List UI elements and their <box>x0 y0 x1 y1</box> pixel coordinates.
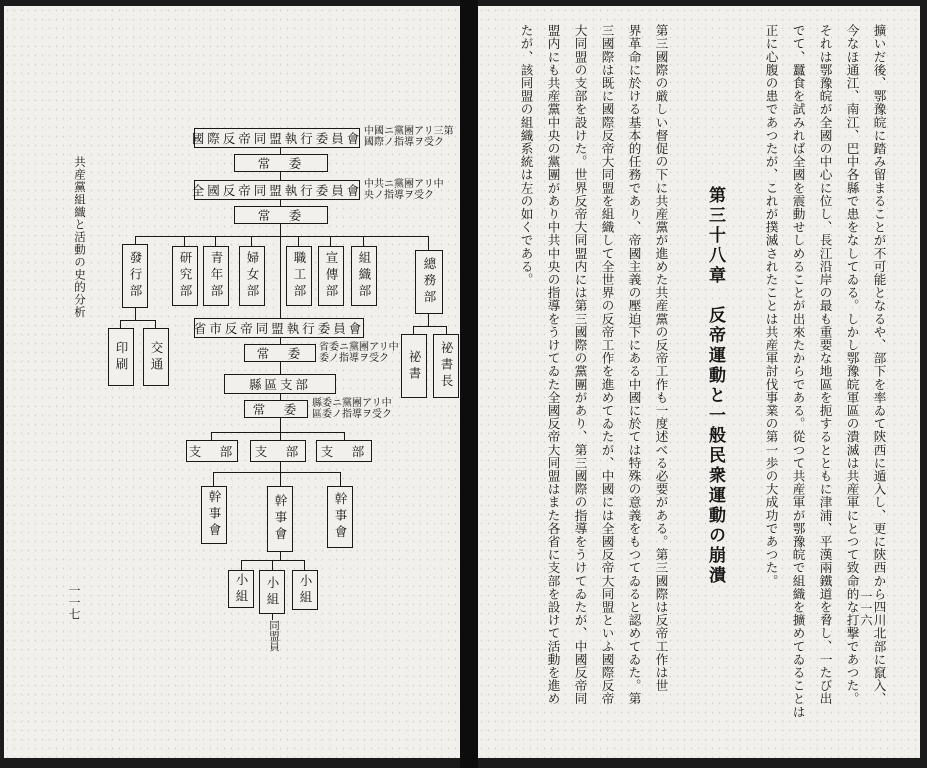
connector <box>280 172 281 180</box>
cadre-center: 幹事會 <box>267 486 293 552</box>
body-column: 正に心腹の患であつたが、これが撲滅されたことは共産軍討伐事業の第一歩の大成功であつた。 <box>763 24 779 588</box>
department-publishing: 發行部 <box>122 244 148 308</box>
cadre-right: 幹事會 <box>327 486 353 548</box>
provincial-note-line1: 省委ニ黨團アリ中 <box>319 342 399 353</box>
national-note <box>364 179 444 201</box>
department-propaganda: 宣傳部 <box>318 246 344 306</box>
body-column: 盟内にも共産黨中央の黨團があり中共中央の指導をうけてゐた全國反帝大同盟はまた各省に支部を設けて活動を進め <box>545 24 561 706</box>
department-organization: 組織部 <box>351 246 377 306</box>
international-committee-box: 國際反帝同盟執行委員會 <box>194 128 360 148</box>
cell-right: 小組 <box>292 570 318 610</box>
provincial-note-line2: 委ノ指導ヲ受ク <box>319 353 389 364</box>
left-page <box>4 6 460 758</box>
standing-committee-3: 常 委 <box>244 344 316 362</box>
body-column: 三國際は既に國際反帝大同盟を組織して全世界の反帝工作を進めてゐたが、中國には全國反帝大同盟といふ國際反帝 <box>599 24 615 706</box>
body-column: 界革命に於ける基本的任務であり、帝國主義の壓迫下にある中國に於ては特殊の意義をもつてゐると認めてゐた。第 <box>626 24 642 706</box>
page-number-left: 一一七 <box>67 584 81 620</box>
international-note-line2: 國際ノ指導ヲ受ク <box>364 137 444 148</box>
national-note-line1: 中共ニ黨團アリ中 <box>364 179 444 190</box>
district-note-line2: 區委ノ指導ヲ受ク <box>312 409 392 420</box>
right-page <box>478 6 920 758</box>
national-committee-box: 全國反帝同盟執行委員會 <box>194 180 360 200</box>
national-note-line2: 央ノ指導ヲ受ク <box>364 190 434 201</box>
department-women: 婦女部 <box>239 246 265 306</box>
standing-committee-1: 常 委 <box>234 154 328 172</box>
department-research: 研究部 <box>172 246 198 306</box>
standing-committee-4: 常 委 <box>244 400 308 418</box>
right-body-text <box>478 6 920 758</box>
international-note-line1: 中國ニ黨團アリ三第 <box>364 126 454 137</box>
cell-left: 小組 <box>228 570 254 608</box>
branch-center: 支 部 <box>250 440 306 462</box>
book-gutter <box>460 0 478 768</box>
trunk-line <box>280 236 281 318</box>
sub-transport: 交通 <box>143 328 169 386</box>
department-bus-line <box>135 236 429 237</box>
department-workers: 職工部 <box>286 246 312 306</box>
department-general-affairs: 總務部 <box>415 250 443 314</box>
department-youth: 青年部 <box>203 246 229 306</box>
body-column: たが、該同盟の組織系統は左の如くである。 <box>518 24 534 286</box>
sub-secretary: 祕書 <box>401 334 427 398</box>
standing-committee-2: 常 委 <box>234 206 328 224</box>
league-member-label: 同盟員 <box>268 620 280 652</box>
sub-printing: 印刷 <box>108 328 134 386</box>
body-column: 今なほ通江、南江、巴中各縣で患をなしてゐる。しかし鄂豫皖軍區の潰滅は共産軍にとつて致命的な打撃であつた。 <box>844 24 860 706</box>
running-header: 共産黨組織と活動の史的分析 <box>73 156 87 319</box>
branch-left: 支 部 <box>186 440 238 462</box>
provincial-committee-box: 省市反帝同盟執行委員會 <box>194 318 364 338</box>
body-column: それは鄂豫皖が全國の中心に位し、長江沿岸の最も重要な地區を扼するとともに津浦、平漢兩鐵道を脅し、一たび出 <box>817 24 833 706</box>
international-note <box>364 126 454 148</box>
district-note-line1: 縣委ニ黨團アリ中 <box>312 398 392 409</box>
body-column: でて、蠶食を試みれば全國を震動せしめることが出來たからである。從つて共産軍が鄂豫皖で組織を擴めてゐることは <box>790 24 806 719</box>
body-column: 大同盟の支部を設けた。世界反帝大同盟内には第三國際の黨團があり、第三國際の指導をうけてゐたが、中國反帝同 <box>572 24 588 706</box>
chapter-title: 第三十八章 反帝運動と一般民衆運動の崩潰 <box>705 186 725 586</box>
cadre-left: 幹事會 <box>201 486 227 544</box>
branch-right: 支 部 <box>316 440 372 462</box>
connector <box>280 224 281 236</box>
provincial-note <box>319 342 399 364</box>
sub-chief-secretary: 祕書長 <box>433 334 459 398</box>
district-note <box>312 398 392 420</box>
body-column: 第三國際の厳しい督促の下に共産黨が進めた共産黨の反帝工作も一度述べる必要がある。第三國際は反帝工作は世 <box>653 24 669 693</box>
body-column: 擴いだ後、鄂豫皖に踏み留まることが不可能となるや、部下を率ゐて陝西に遁入し、更に陝西から四川北部に竄入、 <box>871 24 887 706</box>
cell-center: 小組 <box>259 570 285 614</box>
page-number-right: 一一六 <box>859 590 873 626</box>
district-branch-box: 縣區支部 <box>224 374 336 394</box>
